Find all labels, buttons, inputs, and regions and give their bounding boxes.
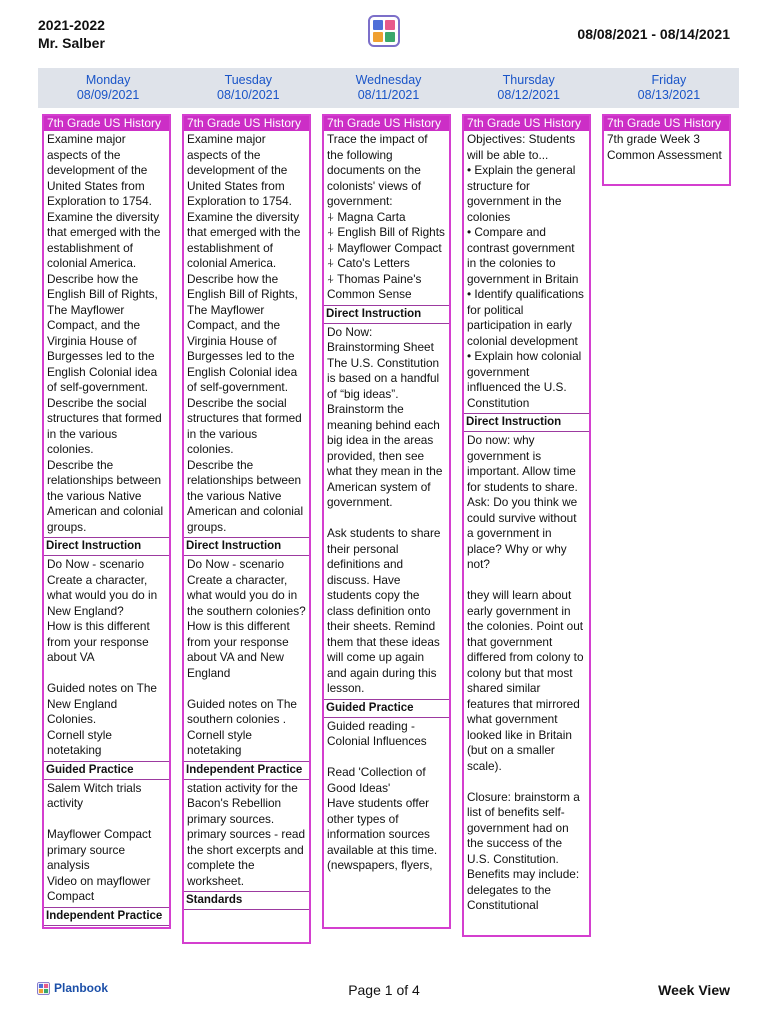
section-direct-instruction: Direct Instruction <box>184 537 309 556</box>
lesson-title[interactable]: 7th Grade US History <box>324 116 449 131</box>
lesson-objectives: Examine major aspects of the development of the United States from Exploration to 1754. Examine the diversity that emerged with the establishment of colonial America. Describe how the English Bill of Rights, The Mayflower Compact, and the Virginia House of Burgesses led to the English Colonial idea of self-government. Describe the social structures that formed in the various colonies. Describe the relationships between the various Native American and colonial groups. <box>187 132 304 534</box>
day-name: Thursday <box>502 73 555 87</box>
direct-instruction-text: Do Now - scenario Create a character, what would you do in New England? How is this different from your response about VA Guided notes on The New England Colonies. Cornell style notetaking <box>47 557 158 757</box>
school-year: 2021-2022 <box>38 17 105 33</box>
lesson-column-monday[interactable] <box>42 114 171 929</box>
lesson-title[interactable]: 7th Grade US History <box>464 116 589 131</box>
section-standards: Standards <box>184 891 309 910</box>
date-range: 08/08/2021 - 08/14/2021 <box>577 26 730 42</box>
view-mode-label: Week View <box>658 982 730 998</box>
lesson-objectives: Objectives: Students will be able to... • Explain the general structure for government in the colonies • Compare and contrast government in the colonies to government in Britain • Identify qualifications for political participation in early colonial development • Explain how colonial government influenced the U.S. Constitution <box>467 132 584 410</box>
day-header-thursday[interactable] <box>459 68 599 108</box>
day-header-wednesday[interactable] <box>318 68 458 108</box>
section-direct-instruction: Direct Instruction <box>464 413 589 432</box>
day-date: 08/13/2021 <box>637 88 701 102</box>
guided-practice-text: Guided reading - Colonial Influences Read 'Collection of Good Ideas' Have students offer other types of information sources available at this time. (newspapers, flyers, <box>327 718 438 872</box>
lesson-column-wednesday[interactable] <box>322 114 451 929</box>
lesson-column-thursday[interactable] <box>462 114 591 937</box>
day-header-monday[interactable] <box>38 68 178 108</box>
day-name: Tuesday <box>224 73 273 87</box>
lesson-objectives: Examine major aspects of the development of the United States from Exploration to 1754. Examine the diversity that emerged with the establishment of colonial America. Describe how the English Bill of Rights, The Mayflower Compact, and the Virginia House of Burgesses led to the English Colonial idea of self-government. Describe the social structures that formed in the various colonies. Describe the relationships between the various Native American and colonial groups. <box>47 132 164 534</box>
guided-practice-text: Salem Witch trials activity Mayflower Compact primary source analysis Video on mayflower Compact <box>47 780 152 903</box>
direct-instruction-text: Do Now - scenario Create a character, what would you do in the southern colonies? How is this different from your response about VA and New England Guided notes on The southern colonies . Cornell style notetaking <box>187 557 306 757</box>
direct-instruction-text: Do Now: Brainstorming Sheet The U.S. Constitution is based on a handful of “big ideas”. Brainstorm the meaning behind each big idea in the areas provided, then see what they mean in the American system of government. Ask students to share their personal definitions and discuss. Have students copy the class definition onto their sheets. Remind them that these ideas will come up again and again during this lesson. <box>327 324 443 695</box>
day-date: 08/11/2021 <box>357 88 420 102</box>
lesson-title[interactable]: 7th Grade US History <box>44 116 169 131</box>
lesson-column-friday[interactable] <box>602 114 731 186</box>
brand-name: Planbook <box>54 981 109 995</box>
page-number: Page 1 of 4 <box>348 982 420 998</box>
day-date: 08/12/2021 <box>497 88 560 102</box>
day-header-bar <box>38 68 739 108</box>
lesson-title[interactable]: 7th Grade US History <box>604 116 729 131</box>
lesson-objectives: 7th grade Week 3 Common Assessment <box>607 132 722 162</box>
day-name: Wednesday <box>355 73 422 87</box>
day-header-friday[interactable] <box>599 68 739 108</box>
teacher-name: Mr. Salber <box>38 35 105 51</box>
section-guided-practice: Guided Practice <box>44 761 169 780</box>
day-header-tuesday[interactable] <box>178 68 318 108</box>
direct-instruction-text: Do now: why government is important. Allow time for students to share. Ask: Do you think we could survive without a government in place? Why or why not? they will learn about early government in the colonies. Point out that government differed from colony to colony but that most shared similar features that mirrored what government looked like in Britain (but on a smaller scale). Closure: brainstorm a list of benefits self-government had on the success of the U.S. Constitution. Benefits may include: delegates to the Constitutional <box>467 433 584 912</box>
day-name: Monday <box>85 73 131 87</box>
section-direct-instruction: Direct Instruction <box>324 305 449 324</box>
day-date: 08/09/2021 <box>76 88 140 102</box>
lesson-column-tuesday[interactable] <box>182 114 311 944</box>
section-independent-practice: Independent Practice <box>44 907 169 926</box>
independent-practice-text: station activity for the Bacon's Rebellion primary sources. primary sources - read the short excerpts and complete the worksheet. <box>187 780 306 888</box>
lesson-objectives: Trace the impact of the following documents on the colonists' views of government: ⍭ Magna Carta ⍭ English Bill of Rights ⍭ Mayflower Compact ⍭ Cato's Letters ⍭ Thomas Paine's Common Sense <box>327 132 445 301</box>
day-name: Friday <box>651 73 687 87</box>
planbook-logo-icon <box>368 15 400 47</box>
section-independent-practice: Independent Practice <box>184 761 309 780</box>
section-direct-instruction: Direct Instruction <box>44 537 169 556</box>
lesson-title[interactable]: 7th Grade US History <box>184 116 309 131</box>
section-guided-practice: Guided Practice <box>324 699 449 718</box>
day-date: 08/10/2021 <box>217 88 280 102</box>
page-header-info <box>38 16 105 52</box>
